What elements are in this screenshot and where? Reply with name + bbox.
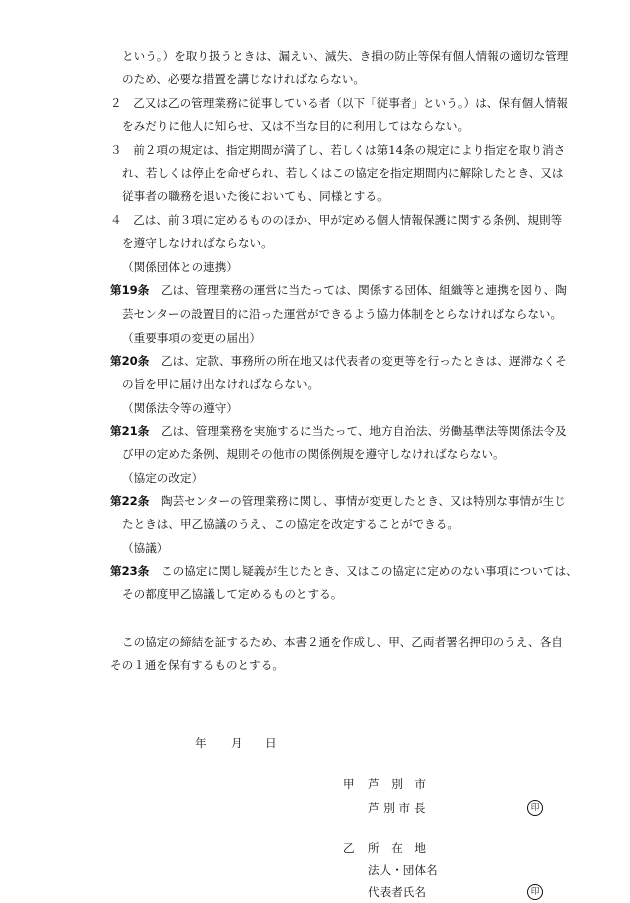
article-caption: （関係団体との連携）	[122, 260, 238, 274]
article-line	[110, 423, 567, 439]
party-b-address-label: 所 在 地	[368, 841, 426, 855]
article-number: 第22条	[110, 494, 150, 508]
article-line	[110, 282, 567, 298]
article-number: 第21条	[110, 424, 150, 438]
article-text: 芸センターの設置目的に沿った運営ができるよう協力体制をとらなければならない。	[122, 307, 563, 321]
date-year: 年	[195, 736, 207, 750]
article-number: 第19条	[110, 283, 150, 297]
party-b-mark: 乙	[343, 841, 355, 855]
text-line: という。）を取り扱うときは、漏えい、滅失、き損の防止等保有個人情報の適切な管理	[122, 49, 569, 63]
article-text: たときは、甲乙協議のうえ、この協定を改定することができる。	[122, 517, 459, 531]
text-line: れ、若しくは停止を命ぜられ、若しくはこの協定を指定期間内に解除したとき、又は	[122, 166, 564, 180]
text-line: ２ 乙又は乙の管理業務に従事している者（以下「従事者」という。）は、保有個人情報	[110, 96, 568, 110]
article-text: 乙は、管理業務の運営に当たっては、関係する団体、組織等と連携を図り、陶	[161, 283, 567, 297]
party-b-rep-label: 代表者氏名	[368, 885, 426, 899]
text-line: を遵守しなければならない。	[122, 236, 273, 250]
article-line	[110, 353, 567, 369]
party-a-mark: 甲	[343, 777, 355, 791]
article-text: 乙は、管理業務を実施するに当たって、地方自治法、労働基準法等関係法令及	[161, 424, 567, 438]
seal-icon: 印	[527, 800, 543, 816]
party-a-title: 芦 別 市 長	[368, 801, 426, 815]
article-text: 陶芸センターの管理業務に関し、事情が変更したとき、又は特別な事情が生じ	[161, 494, 566, 508]
party-b-org-label: 法人・団体名	[368, 863, 438, 877]
article-line	[110, 563, 578, 579]
text-line: 従事者の職務を退いた後においても、同様とする。	[122, 189, 389, 203]
article-number: 第23条	[110, 564, 150, 578]
article-text: その都度甲乙協議して定めるものとする。	[122, 587, 343, 601]
text-line: のため、必要な措置を講じなければならない。	[122, 72, 366, 86]
closing-text: この協定の締結を証するため、本書２通を作成し、甲、乙両者署名押印のうえ、各自	[122, 635, 563, 649]
article-text: び甲の定めた条例、規則その他市の関係例規を遵守しなければならない。	[122, 447, 505, 461]
closing-text: その１通を保有するものとする。	[110, 658, 284, 672]
article-text: の旨を甲に届け出なければならない。	[122, 377, 320, 391]
text-line: ４ 乙は、前３項に定めるもののほか、甲が定める個人情報保護に関する条例、規則等	[110, 213, 563, 227]
article-caption: （重要事項の変更の届出）	[122, 331, 262, 345]
article-text: 乙は、定款、事務所の所在地又は代表者の変更等を行ったときは、遅滞なくそ	[161, 354, 567, 368]
article-caption: （関係法令等の遵守）	[122, 401, 238, 415]
seal-icon: 印	[527, 884, 543, 900]
text-line: ３ 前２項の規定は、指定期間が満了し、若しくは第14条の規定により指定を取り消さ	[110, 143, 566, 157]
text-line: をみだりに他人に知らせ、又は不当な目的に利用してはならない。	[122, 119, 470, 133]
article-text: この協定に関し疑義が生じたとき、又はこの協定に定めのない事項については、	[161, 564, 578, 578]
party-a-name: 芦 別 市	[368, 777, 426, 791]
article-number: 第20条	[110, 354, 150, 368]
date-month: 月	[231, 736, 243, 750]
article-caption: （協定の改定）	[122, 471, 204, 485]
article-line	[110, 493, 566, 509]
date-day: 日	[265, 736, 277, 750]
article-caption: （協議）	[122, 541, 169, 555]
